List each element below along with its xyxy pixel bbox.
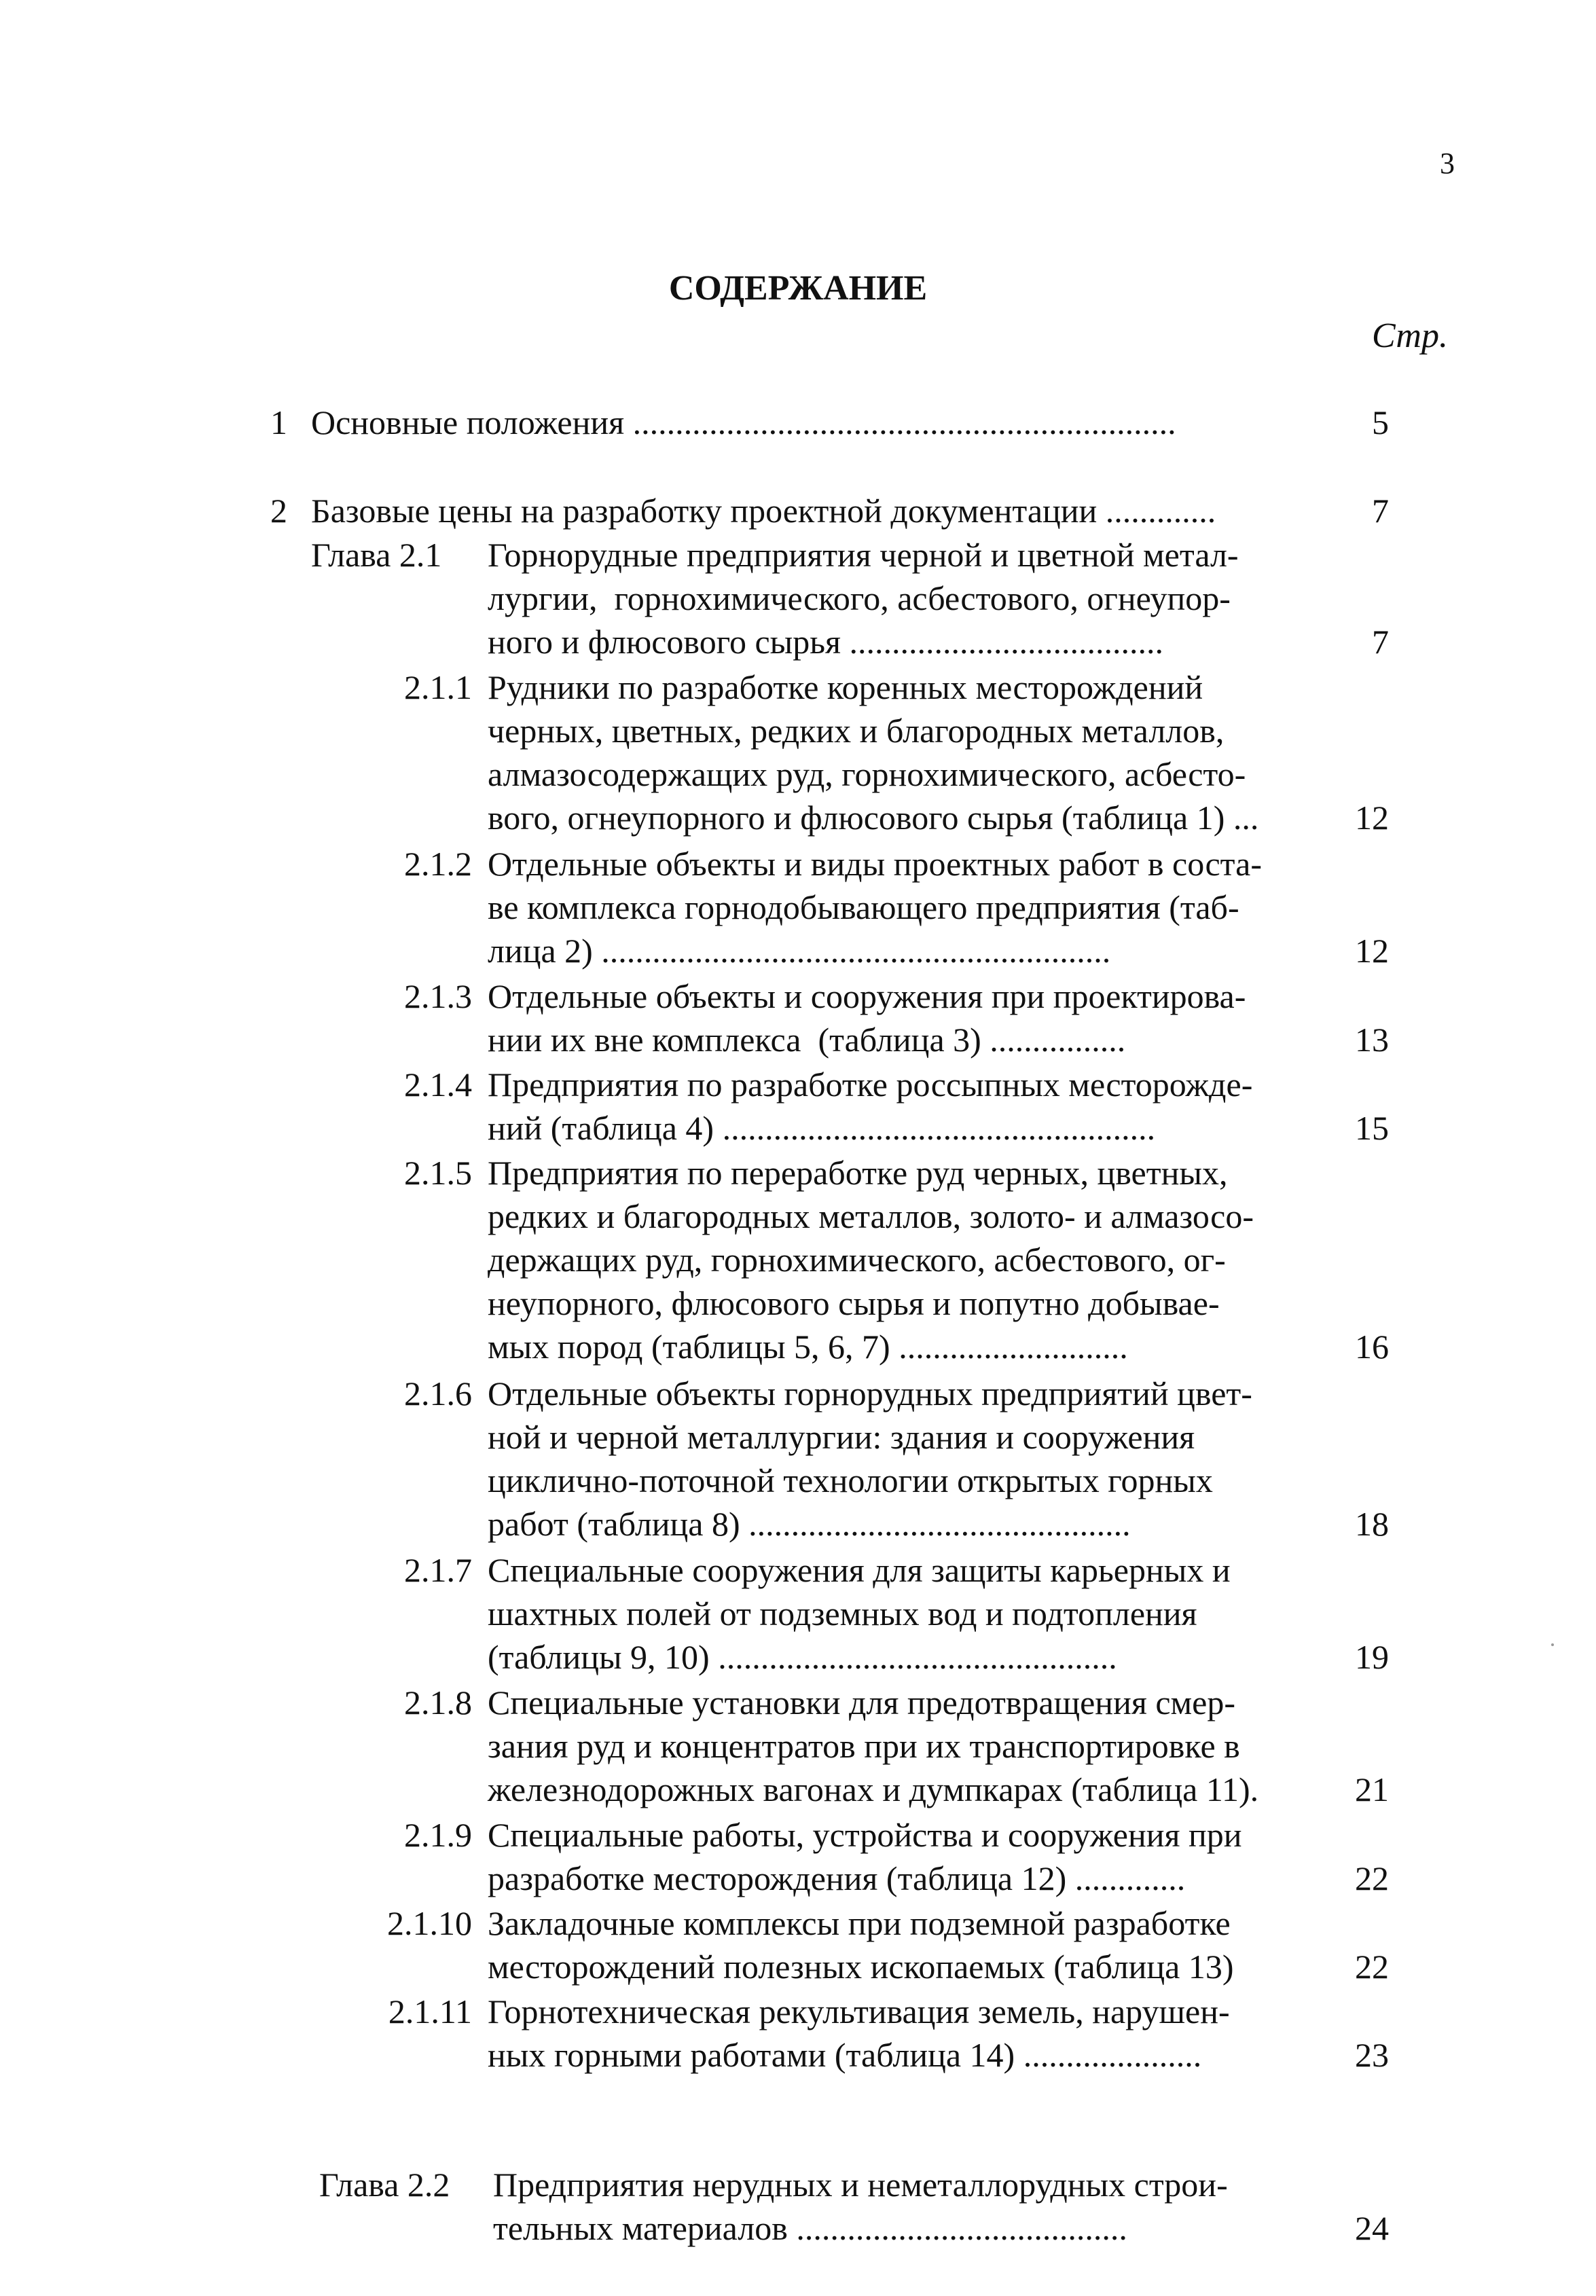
toc-entry-text-line: Предприятия нерудных и неметаллорудных строи- [493, 2166, 1228, 2204]
toc-entry-page: 22 [1355, 1859, 1389, 1897]
toc-entry-text-line: месторождений полезных ископаемых (таблица 13) [488, 1948, 1234, 1986]
toc-entry [0, 1681, 1596, 1811]
toc-entry-text-line: ных горными работами (таблица 14) ..................... [488, 2036, 1202, 2074]
page-title: СОДЕРЖАНИЕ [668, 269, 928, 308]
toc-entry [0, 2163, 1596, 2250]
toc-entry-page: 5 [1372, 403, 1389, 441]
toc-entry-text-line: лица 2) ............................................................ [488, 932, 1111, 970]
toc-entry-text-line: Горнорудные предприятия черной и цветной метал- [488, 536, 1239, 574]
toc-entry [0, 1548, 1596, 1679]
toc-entry [0, 401, 1596, 444]
toc-entry-text-line: мых пород (таблицы 5, 6, 7) ........................... [488, 1328, 1128, 1366]
toc-entry-page: 7 [1372, 492, 1389, 530]
toc-entry-number: 2.1.1 [404, 668, 472, 706]
toc-entry-number: 2.1.7 [404, 1551, 472, 1589]
toc-entry-text-line: Предприятия по переработке руд черных, цветных, [488, 1154, 1228, 1192]
toc-entry-number: 1 [270, 403, 287, 441]
toc-entry-page: 18 [1355, 1505, 1389, 1543]
toc-entry-number: 2.1.4 [404, 1065, 472, 1104]
toc-entry-text-line: Базовые цены на разработку проектной документации ............. [311, 492, 1216, 530]
toc-entry-text-line: ного и флюсового сырья ..................................... [488, 623, 1164, 661]
toc-entry-text-line: шахтных полей от подземных вод и подтопления [488, 1595, 1197, 1633]
toc-entry-text-line: черных, цветных, редких и благородных металлов, [488, 712, 1225, 750]
toc-entry [0, 489, 1596, 532]
toc-entry-text-line: нии их вне комплекса (таблица 3) ................ [488, 1021, 1126, 1059]
page-number: 3 [1440, 147, 1455, 180]
toc-entry-number: 2.1.6 [404, 1374, 472, 1413]
toc-entry-text-line: работ (таблица 8) ............................................. [488, 1505, 1131, 1543]
scan-artifact [1551, 1643, 1554, 1646]
toc-entry [0, 533, 1596, 663]
toc-entry-text-line: разработке месторождения (таблица 12) ............. [488, 1859, 1186, 1897]
toc-entry-text-line: лургии, горнохимического, асбестового, огнеупор- [488, 579, 1231, 617]
toc-entry-number: Глава 2.1 [311, 536, 442, 574]
toc-entry [0, 974, 1596, 1061]
toc-entry [0, 666, 1596, 839]
toc-entry-text-line: ний (таблица 4) ................................................... [488, 1109, 1156, 1147]
toc-entry [0, 842, 1596, 972]
toc-entry-text-line: Отдельные объекты горнорудных предприятий цвет- [488, 1374, 1252, 1413]
toc-entry-number: 2.1.2 [404, 845, 472, 883]
toc-entry-text-line: редких и благородных металлов, золото- и алмазосо- [488, 1197, 1254, 1235]
toc-entry-number: Глава 2.2 [319, 2166, 450, 2204]
toc-entry-page: 24 [1355, 2209, 1389, 2247]
toc-entry-text-line: Отдельные объекты и виды проектных работ в соста- [488, 845, 1262, 883]
toc-entry-page: 16 [1355, 1328, 1389, 1366]
toc-entry-text-line: железнодорожных вагонах и думпкарах (таблица 11). [488, 1770, 1259, 1808]
toc-entry-text-line: Горнотехническая рекультивация земель, нарушен- [488, 1992, 1230, 2030]
toc-entry-text-line: Предприятия по разработке россыпных месторожде- [488, 1065, 1253, 1104]
toc-entry-page: 13 [1355, 1021, 1389, 1059]
toc-entry-number: 2 [270, 492, 287, 530]
toc-entry-page: 12 [1355, 799, 1389, 837]
toc-entry-text-line: ве комплекса горнодобывающего предприятия (таб- [488, 888, 1239, 926]
toc-entry-text-line: Закладочные комплексы при подземной разработке [488, 1904, 1231, 1942]
toc-entry [0, 1813, 1596, 1900]
toc-entry-text-line: зания руд и концентратов при их транспортировке в [488, 1727, 1240, 1765]
toc-entry-number: 2.1.11 [388, 1992, 472, 2030]
toc-entry-text-line: ной и черной металлургии: здания и сооружения [488, 1418, 1195, 1456]
toc-entry-text-line: Специальные работы, устройства и сооружения при [488, 1816, 1242, 1854]
toc-entry-number: 2.1.3 [404, 977, 472, 1015]
toc-entry-page: 21 [1355, 1770, 1389, 1808]
toc-entry-text-line: неупорного, флюсового сырья и попутно добывае- [488, 1284, 1220, 1322]
toc-entry-text-line: Отдельные объекты и сооружения при проектирова- [488, 977, 1246, 1015]
toc-entry-text-line: Специальные сооружения для защиты карьерных и [488, 1551, 1231, 1589]
page-column-label: Стр. [1372, 316, 1448, 355]
toc-entry [0, 1901, 1596, 1988]
toc-entry-number: 2.1.8 [404, 1683, 472, 1721]
toc-entry-text-line: вого, огнеупорного и флюсового сырья (таблица 1) ... [488, 799, 1259, 837]
toc-entry-text-line: Рудники по разработке коренных месторождений [488, 668, 1203, 706]
toc-entry-number: 2.1.10 [387, 1904, 472, 1942]
toc-entry-page: 23 [1355, 2036, 1389, 2074]
toc-entry-text-line: циклично-поточной технологии открытых горных [488, 1461, 1213, 1499]
toc-entry-text-line: (таблицы 9, 10) ............................................... [488, 1638, 1117, 1676]
toc-entry-page: 19 [1355, 1638, 1389, 1676]
toc-entry-text-line: Основные положения ................................................................ [311, 403, 1176, 441]
toc-entry-page: 7 [1372, 623, 1389, 661]
toc-entry [0, 1151, 1596, 1368]
toc-entry-number: 2.1.5 [404, 1154, 472, 1192]
toc-entry-number: 2.1.9 [404, 1816, 472, 1854]
toc-entry-page: 12 [1355, 932, 1389, 970]
toc-entry-page: 15 [1355, 1109, 1389, 1147]
toc-entry-text-line: Специальные установки для предотвращения смер- [488, 1683, 1236, 1721]
toc-entry-text-line: тельных материалов ....................................... [493, 2209, 1127, 2247]
toc-entry [0, 1372, 1596, 1546]
toc-entry-text-line: алмазосодержащих руд, горнохимического, асбесто- [488, 755, 1246, 793]
toc-entry [0, 1063, 1596, 1150]
toc-entry-text-line: держащих руд, горнохимического, асбестового, ог- [488, 1241, 1226, 1279]
toc-entry-page: 22 [1355, 1948, 1389, 1986]
toc-entry [0, 1990, 1596, 2077]
